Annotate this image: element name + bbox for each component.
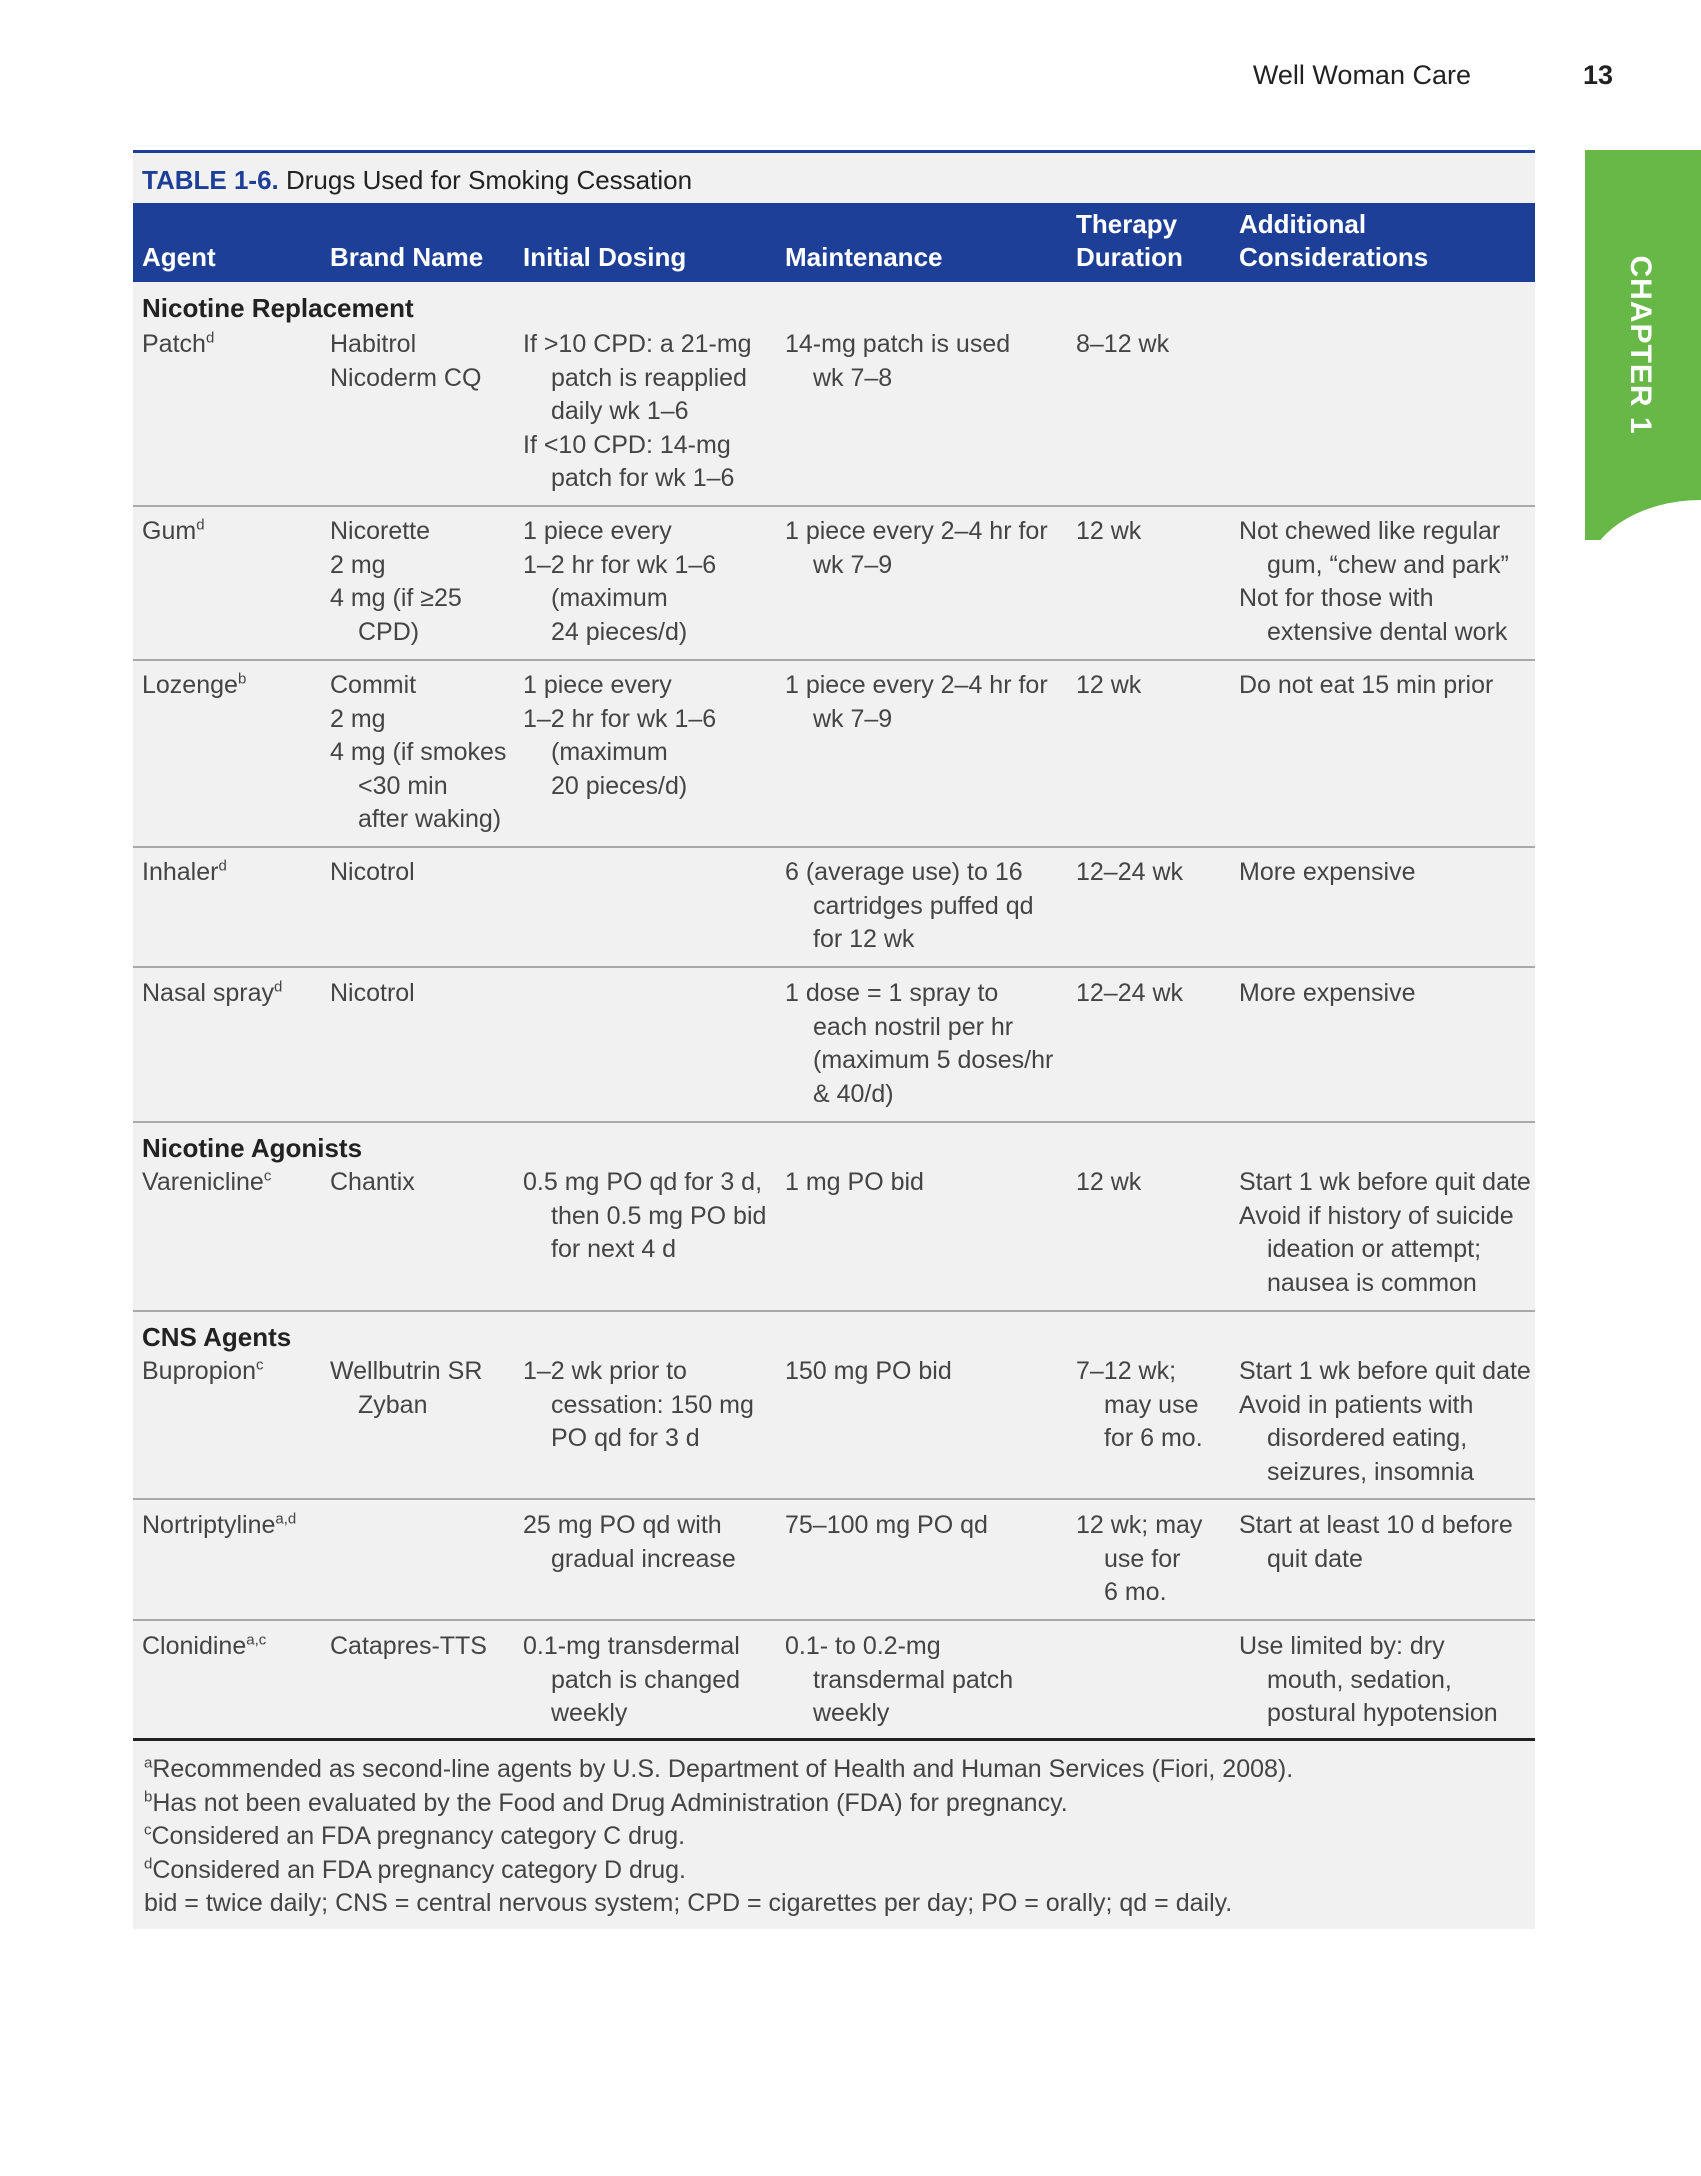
brand-name-cell <box>330 515 462 649</box>
therapy-duration-cell <box>1076 669 1141 703</box>
maintenance-cell <box>785 977 1053 1111</box>
cell-line: transdermal patch <box>813 1665 1014 1694</box>
agent-cell <box>142 1166 271 1200</box>
cell-line: 7–12 wk; <box>1076 1357 1177 1385</box>
cell-line: & 40/d) <box>813 1079 894 1108</box>
cell-line: Start at least 10 d before <box>1239 1511 1513 1539</box>
cell-line: patch is changed <box>551 1665 741 1694</box>
cell-line: 1 piece every 2–4 hr for <box>785 671 1048 699</box>
footnote <box>144 1854 1293 1888</box>
agent-cell <box>142 328 214 362</box>
header-line: Considerations <box>1239 242 1429 272</box>
row-divider <box>133 966 1535 968</box>
cell-line: Commit <box>330 671 417 699</box>
cell-line: Do not eat 15 min prior <box>1239 671 1494 699</box>
cell-line: for next 4 d <box>551 1235 677 1263</box>
row-divider <box>133 659 1535 661</box>
cell-line: Nicorette <box>330 517 431 545</box>
cell-line: wk 7–9 <box>813 704 893 733</box>
cell-line: Use limited by: dry <box>1239 1632 1445 1660</box>
cell-line: 6 (average use) to 16 <box>785 858 1023 886</box>
cell-line: 1 piece every 2–4 hr for <box>785 517 1048 545</box>
initial-dosing-cell <box>523 1166 766 1267</box>
cell-line: CPD) <box>358 617 420 646</box>
cell-line: 12 wk <box>1076 517 1142 545</box>
cell-line: 12–24 wk <box>1076 858 1184 886</box>
footnote-marker: c <box>263 1167 272 1185</box>
cell-line: gum, “chew and park” <box>1267 550 1509 579</box>
cell-line: weekly <box>813 1699 890 1727</box>
header-brand <box>330 241 483 274</box>
section-heading-nicotine-agonists: Nicotine Agonists <box>142 1133 363 1163</box>
therapy-duration-cell <box>1076 977 1183 1011</box>
footnote-text: Recommended as second-line agents by U.S. Department of Health and Human Services (Fiori, 2008). <box>152 1755 1294 1783</box>
cell-line: may use <box>1104 1390 1199 1419</box>
cell-line: 1 mg PO bid <box>785 1168 924 1196</box>
footnote-marker: b <box>144 1788 153 1806</box>
cell-line: 0.5 mg PO qd for 3 d, <box>523 1168 763 1196</box>
footnote-marker: d <box>144 1855 153 1873</box>
table-footnotes <box>144 1753 1293 1921</box>
row-divider <box>133 1619 1535 1621</box>
therapy-duration-cell <box>1076 515 1141 549</box>
header-agent <box>142 241 216 274</box>
cell-line: 1 dose = 1 spray to <box>785 979 999 1007</box>
cell-line: ideation or attempt; <box>1267 1235 1482 1263</box>
initial-dosing-cell <box>523 669 716 803</box>
additional-considerations-cell <box>1239 1509 1513 1576</box>
footnote-marker: d <box>196 516 205 534</box>
row-divider <box>133 1310 1535 1312</box>
section-heading-cns-agents: CNS Agents <box>142 1322 292 1352</box>
agent-name: Gum <box>142 517 197 545</box>
therapy-duration-cell <box>1076 856 1183 890</box>
header-line: Maintenance <box>785 242 943 272</box>
initial-dosing-cell <box>523 515 716 649</box>
footnote-marker: c <box>144 1821 152 1839</box>
header-initial-dosing <box>523 241 686 274</box>
cell-line: 0.1- to 0.2-mg <box>785 1632 941 1660</box>
cell-line: Nicotrol <box>330 979 415 1007</box>
agent-name: Inhaler <box>142 858 219 886</box>
cell-line: 1–2 wk prior to <box>523 1357 687 1385</box>
row-divider <box>133 1498 1535 1500</box>
row-divider <box>133 1121 1535 1123</box>
cell-line: cessation: 150 mg <box>551 1390 754 1419</box>
cell-line: More expensive <box>1239 979 1416 1007</box>
cell-line: (maximum 5 doses/hr <box>813 1046 1054 1074</box>
agent-cell <box>142 856 227 890</box>
cell-line: 1 piece every <box>523 517 672 545</box>
cell-line: seizures, insomnia <box>1267 1457 1475 1486</box>
footnote-text: Considered an FDA pregnancy category C drug. <box>151 1822 686 1850</box>
header-therapy-duration <box>1076 208 1183 274</box>
cell-line: More expensive <box>1239 858 1416 886</box>
agent-cell <box>142 669 246 703</box>
cell-line: weekly <box>551 1699 628 1727</box>
drug-table <box>133 150 1535 1929</box>
cell-line: for 6 mo. <box>1104 1424 1203 1452</box>
cell-line: patch is reapplied <box>551 363 747 392</box>
additional-considerations-cell <box>1239 1630 1498 1731</box>
agent-cell <box>142 515 205 549</box>
header-additional-considerations <box>1239 208 1428 274</box>
cell-line: (maximum <box>551 738 668 766</box>
cell-line: 14-mg patch is used <box>785 330 1011 358</box>
initial-dosing-cell <box>523 328 752 496</box>
footnote <box>144 1820 1293 1854</box>
cell-line: 8–12 wk <box>1076 330 1170 358</box>
section-heading-nicotine-replacement: Nicotine Replacement <box>142 293 414 323</box>
footnote <box>144 1753 1293 1787</box>
agent-name: Clonidine <box>142 1632 247 1660</box>
initial-dosing-cell <box>523 1630 740 1731</box>
footnote-marker: d <box>205 329 215 347</box>
agent-name: Nasal spray <box>142 979 274 1007</box>
footnote <box>144 1787 1293 1821</box>
cell-line: Not for those with <box>1239 584 1434 612</box>
cell-line: then 0.5 mg PO bid <box>551 1201 767 1230</box>
cell-line: 24 pieces/d) <box>551 617 688 646</box>
footnote-marker: a <box>144 1754 153 1772</box>
agent-name: Nortriptyline <box>142 1511 276 1539</box>
initial-dosing-cell <box>523 1509 736 1576</box>
agent-name: Lozenge <box>142 671 238 699</box>
maintenance-cell <box>785 1630 1013 1731</box>
cell-line: wk 7–8 <box>813 363 893 392</box>
maintenance-cell <box>785 669 1048 736</box>
maintenance-cell <box>785 515 1048 582</box>
agent-cell <box>142 977 282 1011</box>
cell-line: Nicotrol <box>330 858 415 886</box>
additional-considerations-cell <box>1239 856 1415 890</box>
cell-line: disordered eating, <box>1267 1424 1468 1452</box>
brand-name-cell <box>330 856 415 890</box>
therapy-duration-cell <box>1076 328 1169 362</box>
header-line: Duration <box>1076 242 1183 272</box>
maintenance-cell <box>785 1166 924 1200</box>
header-line: Therapy <box>1076 209 1178 239</box>
footnote-marker: c <box>255 1356 264 1374</box>
cell-line: 0.1-mg transdermal <box>523 1632 740 1660</box>
cell-line: cartridges puffed qd <box>813 891 1034 920</box>
footnote <box>144 1887 1293 1921</box>
cell-line: daily wk 1–6 <box>551 397 689 425</box>
brand-name-cell <box>330 1630 487 1664</box>
cell-line: 2 mg <box>330 704 386 733</box>
cell-line: Avoid if history of suicide <box>1239 1201 1514 1230</box>
cell-line: 4 mg (if ≥25 <box>330 584 462 612</box>
cell-line: postural hypotension <box>1267 1699 1498 1727</box>
cell-line: Start 1 wk before quit date <box>1239 1168 1531 1196</box>
footnote-marker: a,d <box>275 1510 297 1528</box>
cell-line: 25 mg PO qd with <box>523 1511 722 1539</box>
agent-cell <box>142 1630 266 1664</box>
therapy-duration-cell <box>1076 1509 1202 1610</box>
cell-line: Zyban <box>358 1390 428 1419</box>
brand-name-cell <box>330 669 506 837</box>
agent-cell <box>142 1355 263 1389</box>
cell-line: 20 pieces/d) <box>551 771 688 800</box>
header-line: Initial Dosing <box>523 242 687 272</box>
cell-line: Habitrol <box>330 330 417 358</box>
cell-line: If <10 CPD: 14-mg <box>523 430 731 459</box>
row-divider <box>133 505 1535 507</box>
cell-line: gradual increase <box>551 1544 736 1573</box>
cell-line: use for <box>1104 1544 1181 1573</box>
cell-line: 12 wk <box>1076 671 1142 699</box>
agent-name: Patch <box>142 330 206 358</box>
table-title-text: Drugs Used for Smoking Cessation <box>286 165 693 195</box>
cell-line: for 12 wk <box>813 925 915 953</box>
running-head: Well Woman Care <box>1252 60 1471 90</box>
maintenance-cell <box>785 856 1034 957</box>
agent-cell <box>142 1509 296 1543</box>
footnote-marker: d <box>218 857 227 875</box>
cell-line: Catapres-TTS <box>330 1632 487 1660</box>
brand-name-cell <box>330 328 481 395</box>
cell-line: <30 min <box>358 771 448 800</box>
cell-line: If >10 CPD: a 21-mg <box>523 330 752 358</box>
cell-line: 12–24 wk <box>1076 979 1184 1007</box>
header-line: Brand Name <box>330 242 484 272</box>
footnote-text: bid = twice daily; CNS = central nervous system; CPD = cigarettes per day; PO = orally; qd = daily. <box>144 1889 1233 1917</box>
brand-name-cell <box>330 1166 415 1200</box>
cell-line: 150 mg PO bid <box>785 1357 952 1385</box>
cell-line: 1 piece every <box>523 671 672 699</box>
additional-considerations-cell <box>1239 1355 1531 1489</box>
additional-considerations-cell <box>1239 515 1509 649</box>
cell-line: Nicoderm CQ <box>330 363 482 392</box>
cell-line: 1–2 hr for wk 1–6 <box>523 550 717 579</box>
maintenance-cell <box>785 1355 952 1389</box>
footnote-marker: b <box>237 670 247 688</box>
therapy-duration-cell <box>1076 1166 1141 1200</box>
brand-name-cell <box>330 1355 482 1422</box>
cell-line: 4 mg (if smokes <box>330 738 507 766</box>
table-title <box>142 165 692 196</box>
cell-line: Wellbutrin SR <box>330 1357 483 1385</box>
row-divider <box>133 846 1535 848</box>
initial-dosing-cell <box>523 1355 754 1456</box>
footnote-marker: d <box>274 978 283 996</box>
cell-line: (maximum <box>551 584 668 612</box>
therapy-duration-cell <box>1076 1355 1203 1456</box>
maintenance-cell <box>785 328 1010 395</box>
maintenance-cell <box>785 1509 988 1543</box>
additional-considerations-cell <box>1239 977 1415 1011</box>
cell-line: nausea is common <box>1267 1268 1477 1297</box>
cell-line: 12 wk <box>1076 1168 1142 1196</box>
cell-line: 12 wk; may <box>1076 1511 1203 1539</box>
footnote-text: Considered an FDA pregnancy category D drug. <box>152 1855 686 1884</box>
cell-line: Not chewed like regular <box>1239 517 1501 545</box>
page-number: 13 <box>1583 60 1614 90</box>
cell-line: after waking) <box>358 805 502 833</box>
cell-line: PO qd for 3 d <box>551 1424 700 1452</box>
cell-line: 1–2 hr for wk 1–6 <box>523 704 717 733</box>
cell-line: Avoid in patients with <box>1239 1390 1474 1419</box>
table-number: TABLE 1-6. <box>142 165 279 195</box>
cell-line: 2 mg <box>330 550 386 579</box>
agent-name: Bupropion <box>142 1357 256 1385</box>
cell-line: Start 1 wk before quit date <box>1239 1357 1531 1385</box>
table-header <box>133 203 1535 282</box>
cell-line: 6 mo. <box>1104 1578 1167 1606</box>
cell-line: extensive dental work <box>1267 617 1508 646</box>
cell-line: 75–100 mg PO qd <box>785 1511 988 1539</box>
header-line: Additional <box>1239 209 1367 239</box>
header-line: Agent <box>142 242 216 272</box>
additional-considerations-cell <box>1239 1166 1531 1300</box>
footnote-text: Has not been evaluated by the Food and Drug Administration (FDA) for pregnancy. <box>152 1788 1068 1817</box>
table-bottom-rule <box>133 1738 1535 1741</box>
brand-name-cell <box>330 977 415 1011</box>
header-maintenance <box>785 241 943 274</box>
agent-name: Varenicline <box>142 1168 264 1196</box>
cell-line: quit date <box>1267 1544 1363 1573</box>
cell-line: Chantix <box>330 1168 415 1196</box>
additional-considerations-cell <box>1239 669 1493 703</box>
cell-line: mouth, sedation, <box>1267 1665 1452 1694</box>
cell-line: patch for wk 1–6 <box>551 464 735 492</box>
cell-line: wk 7–9 <box>813 550 893 579</box>
footnote-marker: a,c <box>246 1631 267 1649</box>
chapter-tab-label: CHAPTER 1 <box>1624 255 1657 435</box>
cell-line: each nostril per hr <box>813 1012 1014 1041</box>
